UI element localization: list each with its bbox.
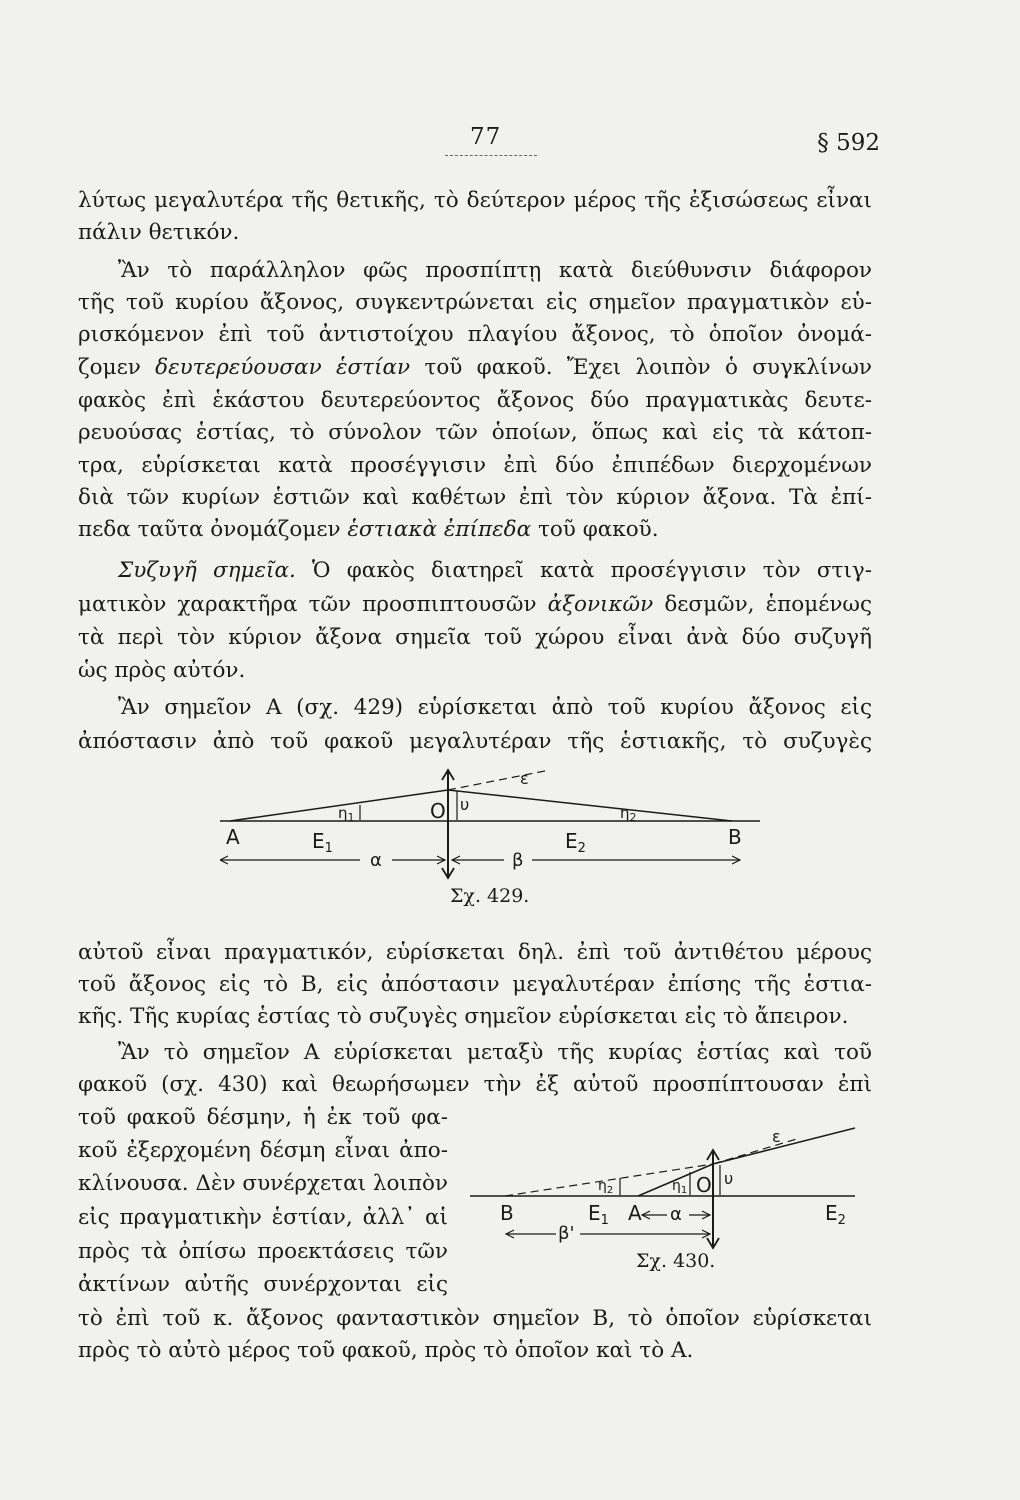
figure-430	[470, 1120, 860, 1250]
point-a-label: A	[226, 825, 240, 849]
text-segment: τοῦ φακοῦ.	[537, 517, 659, 542]
text-line: ἀπόστασιν ἀπὸ τοῦ φακοῦ μεγαλυτέραν τῆς ἑστιακῆς, τὸ συζυγὲς	[78, 729, 872, 754]
lens-center-o-label: O	[430, 799, 446, 823]
label-letter: E	[825, 1201, 838, 1225]
lens-center-o-label: O	[696, 1173, 712, 1197]
text-line: αὐτοῦ εἶναι πραγματικόν, εὑρίσκεται δηλ. ἐπὶ τοῦ ἀντιθέτου μέρους	[78, 940, 872, 965]
text-line: ἀκτίνων αὐτῆς συνέρχονται εἰς	[78, 1272, 448, 1297]
refracted-ray	[448, 790, 732, 821]
text-line: τὸ ἐπὶ τοῦ κ. ἄξονος φανταστικὸν σημεῖον Β, τὸ ὁποῖον εὑρίσκεται	[78, 1306, 872, 1331]
text-line: τρα, εὑρίσκεται κατὰ προσέγγισιν ἐπὶ δύο ἐπιπέδων διερχομένων	[78, 453, 872, 478]
figure-430-caption: Σχ. 430.	[636, 1250, 716, 1272]
upsilon-label: υ	[460, 795, 470, 814]
beta-label: β'	[558, 1223, 575, 1244]
text-line	[78, 556, 872, 586]
text-line	[78, 353, 872, 383]
eta1-label	[338, 804, 355, 824]
text-segment: πεδα ταῦτα ὀνομάζομεν	[78, 517, 341, 542]
text-line	[78, 515, 872, 545]
text-line: εἰς πραγματικὴν ἑστίαν, ἀλλ᾽ αἱ	[78, 1205, 448, 1230]
text-line: λύτως μεγαλυτέρα τῆς θετικῆς, τὸ δεύτερον μέρος τῆς ἐξισώσεως εἶναι	[78, 188, 872, 213]
figure-429	[220, 768, 760, 883]
label-subscript: 2	[837, 1213, 846, 1228]
italic-term: ἑστιακὰ ἐπίπεδα	[347, 517, 532, 542]
text-segment: ματικὸν χαρακτῆρα τῶν προσπιπτουσῶν	[78, 592, 537, 617]
text-line: διὰ τῶν κυρίων ἑστιῶν καὶ καθέτων ἐπὶ τὸν κύριον ἄξονα. Τὰ ἐπί-	[78, 485, 872, 510]
label-letter: E	[565, 829, 578, 853]
text-segment: τοῦ φακοῦ. Ἔχει λοιπὸν ὁ συγκλίνων	[424, 355, 872, 380]
focus-e1-label	[588, 1201, 609, 1228]
label-letter: η	[672, 1178, 681, 1194]
text-line: ὡς πρὸς αὐτόν.	[78, 658, 246, 683]
label-subscript: 1	[324, 841, 333, 856]
point-b-label: B	[728, 825, 742, 849]
italic-heading: Συζυγῆ σημεῖα.	[118, 558, 296, 583]
label-subscript: 1	[347, 811, 355, 824]
eta1-label	[672, 1178, 687, 1196]
alpha-label: α	[370, 850, 382, 871]
text-line: Ἂν τὸ παράλληλον φῶς προσπίπτῃ κατὰ διεύθυνσιν διάφορον	[118, 258, 872, 283]
label-letter: η	[598, 1178, 607, 1194]
text-line: τοῦ φακοῦ δέσμην, ἡ ἐκ τοῦ φα-	[78, 1105, 448, 1130]
text-line: πρὸς τὰ ὀπίσω προεκτάσεις τῶν	[78, 1239, 448, 1264]
undeviated-dashed-ray	[713, 1138, 800, 1164]
label-subscript: 2	[629, 811, 637, 824]
text-segment: ζομεν	[78, 355, 141, 380]
italic-term: δευτερεύουσαν ἑστίαν	[155, 355, 411, 380]
point-b-label: B	[500, 1201, 514, 1225]
label-letter: η	[620, 804, 630, 822]
text-line: πάλιν θετικόν.	[78, 220, 240, 245]
label-letter: η	[338, 804, 348, 822]
text-line: φακοῦ (σχ. 430) καὶ θεωρήσωμεν τὴν ἐξ αὐτοῦ προσπίπτουσαν ἐπὶ	[78, 1072, 872, 1097]
text-line: κῆς. Τῆς κυρίας ἑστίας τὸ συζυγὲς σημεῖον εὑρίσκεται εἰς τὸ ἄπειρον.	[78, 1004, 849, 1029]
text-line: τοῦ ἄξονος εἰς τὸ Β, εἰς ἀπόστασιν μεγαλυτέραν ἐπίσης τῆς ἑστια-	[78, 972, 872, 997]
text-segment: Ὁ φακὸς διατηρεῖ κατὰ προσέγγισιν τὸν στιγ-	[312, 558, 872, 583]
text-line: φακὸς ἐπὶ ἑκάστου δευτερεύοντος ἄξονος δύο πραγματικὰς δευτε-	[78, 388, 872, 413]
label-subscript: 2	[577, 841, 586, 856]
text-line: κοῦ ἐξερχομένη δέσμη εἶναι ἀπο-	[78, 1138, 448, 1163]
label-subscript: 2	[606, 1185, 614, 1196]
text-line: Ἂν τὸ σημεῖον Α εὑρίσκεται μεταξὺ τῆς κυρίας ἑστίας καὶ τοῦ	[118, 1040, 872, 1065]
header-rule	[445, 155, 537, 156]
label-subscript: 1	[600, 1213, 609, 1228]
focus-e2-label	[565, 829, 586, 856]
undeviated-dashed-ray	[448, 770, 550, 790]
text-line: πρὸς τὸ αὐτὸ μέρος τοῦ φακοῦ, πρὸς τὸ ὁποῖον καὶ τὸ Α.	[78, 1338, 694, 1363]
text-line: κλίνουσα. Δὲν συνέρχεται λοιπὸν	[78, 1171, 448, 1196]
text-line: τὰ περὶ τὸν κύριον ἄξονα σημεῖα τοῦ χώρου εἶναι ἀνὰ δύο συζυγῆ	[78, 625, 872, 650]
text-line	[78, 590, 872, 620]
label-subscript: 1	[680, 1185, 688, 1196]
label-letter: E	[588, 1201, 601, 1225]
focus-e1-label	[312, 829, 333, 856]
text-line: τῆς τοῦ κυρίου ἄξονος, συγκεντρώνεται εἰς σημεῖον πραγματικὸν εὑ-	[78, 290, 872, 315]
text-line: ρισκόμενον ἐπὶ τοῦ ἀντιστοίχου πλαγίου ἄξονος, τὸ ὁποῖον ὀνομά-	[78, 322, 872, 347]
page-number: 77	[470, 124, 502, 150]
refracted-ray	[713, 1128, 855, 1164]
eta2-label	[620, 804, 637, 824]
label-letter: E	[312, 829, 325, 853]
eta2-label	[598, 1178, 613, 1196]
epsilon-label: ε	[772, 1127, 781, 1146]
text-line: ρευούσας ἑστίας, τὸ σύνολον τῶν ὁποίων, ὅπως καὶ εἰς τὰ κάτοπ-	[78, 420, 872, 445]
figure-429-caption: Σχ. 429.	[450, 885, 530, 907]
upsilon-label: υ	[724, 1169, 734, 1188]
beta-label: β	[512, 850, 524, 871]
point-a-label: A	[628, 1201, 642, 1225]
alpha-label: α	[670, 1204, 682, 1225]
italic-term: ἀξονικῶν	[547, 592, 654, 617]
epsilon-label: ε	[520, 769, 529, 788]
section-number: § 592	[817, 130, 880, 156]
text-segment: δεσμῶν, ἑπομένως	[664, 592, 872, 617]
text-line: Ἂν σημεῖον Α (σχ. 429) εὑρίσκεται ἀπὸ τοῦ κυρίου ἄξονος εἰς	[118, 695, 872, 720]
focus-e2-label	[825, 1201, 846, 1228]
